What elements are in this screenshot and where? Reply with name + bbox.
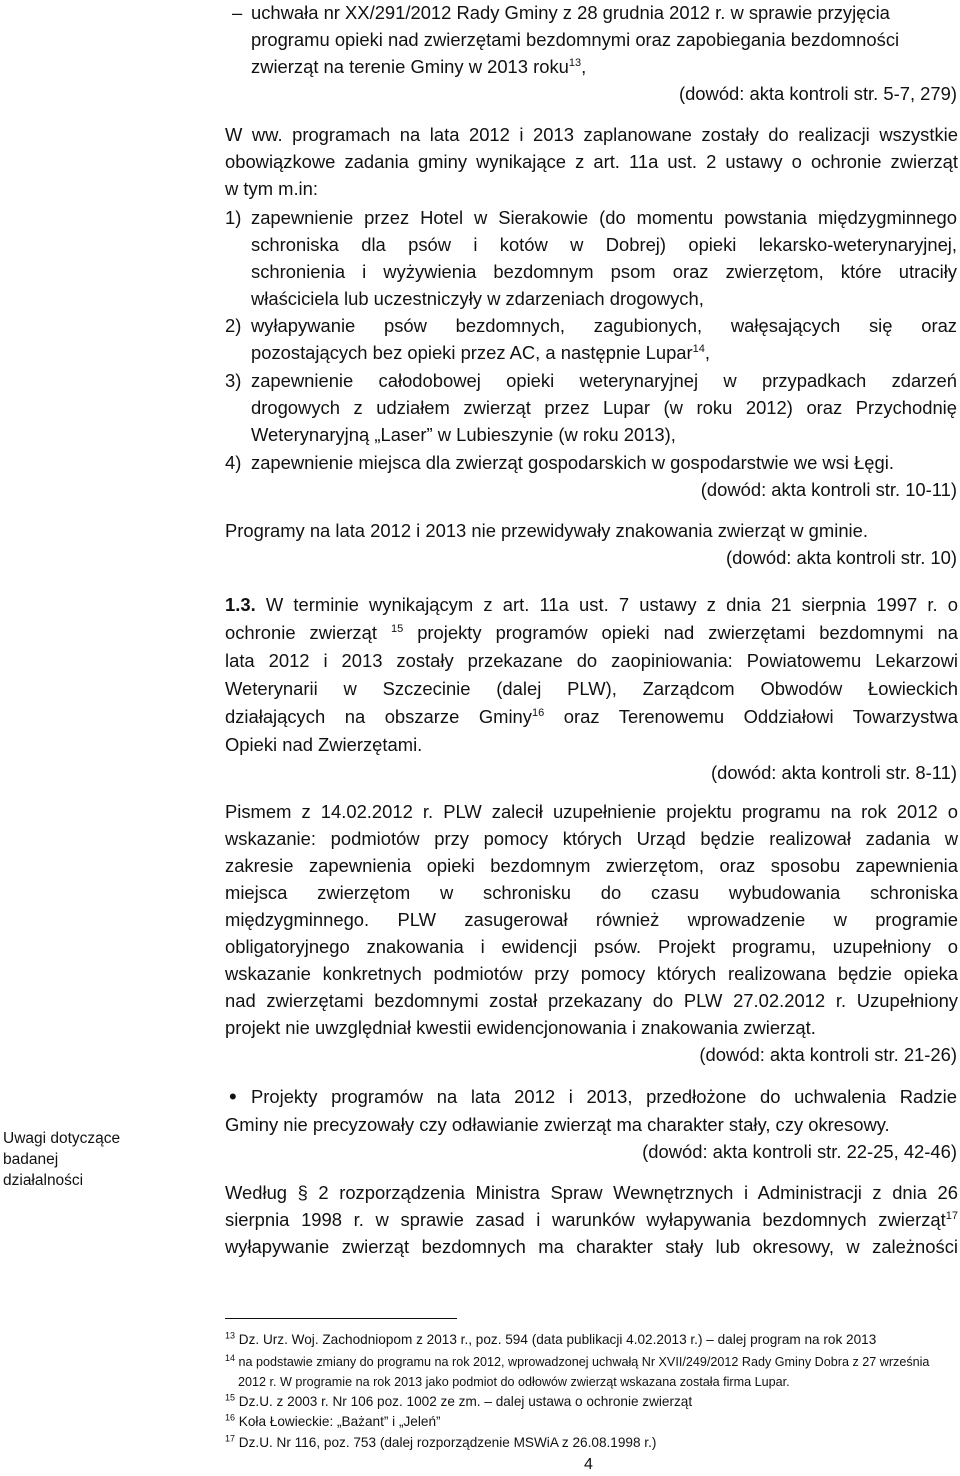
- section-13-line-1: 1.3. W terminie wynikającym z art. 11a ust. 7 ustawy z dnia 21 sierpnia 1997 r. o: [225, 594, 958, 615]
- task-1-line-2: schroniska dla psów i kotów w Dobrej) opieki lekarsko-weterynaryjnej,: [251, 234, 957, 255]
- intro-line-3: zwierząt na terenie Gminy w 2013 roku$^{13}$,: [251, 56, 587, 77]
- regulation-line-2: sierpnia 1998 r. w sprawie zasad i warunków wyłapywania bezdomnych zwierząt$^{17}$: [225, 1209, 958, 1230]
- task-3-number: 3): [225, 370, 242, 391]
- section-13-line-4: Weterynarii w Szczecinie (dalej PLW), Zarządcom Obwodów Łowieckich: [225, 678, 958, 699]
- task-3-line-3: Weterynaryjną „Laser” w Lubieszynie (w roku 2013),: [251, 424, 676, 445]
- letter-line-6: obligatoryjnego znakowania i ewidencji psów. Projekt programu, uzupełniony o: [225, 936, 958, 957]
- evidence-10-11: (dowód: akta kontroli str. 10-11): [700, 479, 957, 500]
- letter-line-8: nad zwierzętami bezdomnymi został przekazany do PLW 27.02.2012 r. Uzupełniony: [225, 990, 958, 1011]
- side-note-line-1: Uwagi dotyczące: [3, 1130, 121, 1147]
- evidence-22-25: (dowód: akta kontroli str. 22-25, 42-46): [642, 1141, 957, 1162]
- footnote-ref-13: 13: [568, 56, 582, 69]
- footnote-14: $^{14}$ na podstawie zmiany do programu na rok 2012, wprowadzonej uchwałą Nr XVII/249/2012 Rady Gminy Dobra z 27 września: [225, 1352, 930, 1369]
- side-note-line-3: działalności: [3, 1172, 84, 1189]
- remark-line-2: Gminy nie precyzowały czy odławianie zwierząt ma charakter stały, czy okresowy.: [225, 1114, 890, 1135]
- task-2-number: 2): [225, 315, 242, 336]
- footnote-separator: [225, 1318, 457, 1319]
- programs-para-line-3: w tym m.in:: [225, 178, 318, 199]
- bullet-icon: •: [229, 1084, 237, 1109]
- section-number: 1.3.: [225, 594, 256, 615]
- evidence-10: (dowód: akta kontroli str. 10): [725, 547, 957, 568]
- programs-para-line-1: W ww. programach na lata 2012 i 2013 zaplanowane zostały do realizacji wszystkie: [225, 124, 958, 145]
- footnote-15: $^{15}$ Dz.U. z 2003 r. Nr 106 poz. 1002 ze zm. – dalej ustawa o ochronie zwierząt: [225, 1392, 693, 1409]
- intro-dash: –: [232, 2, 243, 23]
- section-13-line-2: ochronie zwierząt $^{15}$ projekty programów opieki nad zwierzętami bezdomnymi na: [225, 622, 958, 643]
- task-2-line-1: wyłapywanie psów bezdomnych, zagubionych, wałęsających się oraz: [251, 315, 957, 336]
- footnote-ref-17: 17: [945, 1209, 958, 1222]
- task-4-line-1: zapewnienie miejsca dla zwierząt gospodarskich w gospodarstwie we wsi Łęgi.: [251, 452, 894, 473]
- task-1-line-4: właściciela lub uczestniczyły w zdarzeniach drogowych,: [251, 288, 704, 309]
- section-13-line-3: lata 2012 i 2013 zostały przekazane do zaopiniowania: Powiatowemu Lekarzowi: [225, 650, 958, 671]
- letter-line-9: projekt nie uwzględniał kwestii ewidencjonowania i znakowania zwierząt.: [225, 1017, 816, 1038]
- footnote-17: $^{17}$ Dz.U. Nr 116, poz. 753 (dalej rozporządzenie MSWiA z 26.08.1998 r.): [225, 1433, 657, 1450]
- task-1-number: 1): [225, 207, 242, 228]
- letter-line-5: międzygminnego. PLW zasugerował również wprowadzenie w programie: [225, 909, 958, 930]
- section-13-line-6: Opieki nad Zwierzętami.: [225, 734, 423, 755]
- letter-line-3: zakresie zapewnienia opieki bezdomnym zwierzętom, oraz sposobu zapewnienia: [225, 855, 958, 876]
- task-2-line-2: pozostających bez opieki przez AC, a następnie Lupar$^{14}$,: [251, 342, 711, 363]
- letter-line-4: miejsca zwierzętom w schronisku do czasu wybudowania schroniska: [225, 882, 958, 903]
- marking-para: Programy na lata 2012 i 2013 nie przewidywały znakowania zwierząt w gminie.: [225, 520, 868, 541]
- evidence-5-7: (dowód: akta kontroli str. 5-7, 279): [678, 83, 957, 104]
- evidence-21-26: (dowód: akta kontroli str. 21-26): [699, 1044, 957, 1065]
- task-4-number: 4): [225, 452, 242, 473]
- footnote-ref-16: 16: [532, 706, 545, 719]
- task-3-line-1: zapewnienie całodobowej opieki weterynaryjnej w przypadkach zdarzeń: [251, 370, 957, 391]
- evidence-8-11: (dowód: akta kontroli str. 8-11): [710, 762, 957, 783]
- regulation-line-3: wyłapywanie zwierząt bezdomnych ma charakter stały lub okresowy, w zależności: [225, 1236, 958, 1257]
- footnote-ref-15: 15: [390, 622, 404, 635]
- intro-line-2: programu opieki nad zwierzętami bezdomnymi oraz zapobiegania bezdomności: [251, 29, 900, 50]
- task-3-line-2: drogowych z udziałem zwierząt przez Lupar (w roku 2012) oraz Przychodnię: [251, 397, 957, 418]
- page-number: 4: [584, 1456, 593, 1473]
- side-note: [3, 1128, 120, 1191]
- task-1-line-3: schronienia i wyżywienia bezdomnym psom oraz zwierzętom, które utraciły: [251, 261, 957, 282]
- regulation-line-1: Według § 2 rozporządzenia Ministra Spraw Wewnętrznych i Administracji z dnia 26: [225, 1182, 958, 1203]
- footnote-14-continued: 2012 r. W programie na rok 2013 jako podmiot do odłowów zwierząt wskazana została firma Lupar.: [238, 1375, 790, 1389]
- section-13-line-5: działających na obszarze Gminy$^{16}$ oraz Terenowemu Oddziałowi Towarzystwa: [225, 706, 958, 727]
- letter-line-2: wskazanie: podmiotów przy pomocy których Urząd będzie realizował zadania w: [225, 828, 958, 849]
- letter-line-1: Pismem z 14.02.2012 r. PLW zalecił uzupełnienie projektu programu na rok 2012 o: [225, 801, 958, 822]
- footnote-ref-14: 14: [692, 342, 705, 355]
- task-1-line-1: zapewnienie przez Hotel w Sierakowie (do momentu powstania międzygminnego: [251, 207, 957, 228]
- footnote-16: $^{16}$ Koła Łowieckie: „Bażant” i „Jeleń”: [225, 1412, 441, 1429]
- side-note-line-2: badanej: [3, 1151, 59, 1168]
- letter-line-7: wskazanie konkretnych podmiotów przy pomocy których realizowana będzie opieka: [225, 963, 958, 984]
- remark-line-1: Projekty programów na lata 2012 i 2013, przedłożone do uchwalenia Radzie: [251, 1086, 957, 1107]
- intro-line-1: uchwała nr XX/291/2012 Rady Gminy z 28 grudnia 2012 r. w sprawie przyjęcia: [251, 2, 890, 23]
- footnote-13: $^{13}$ Dz. Urz. Woj. Zachodniopom z 2013 r., poz. 594 (data publikacji 4.02.2013 r.) – dalej program na rok 2013: [225, 1330, 877, 1347]
- programs-para-line-2: obowiązkowe zadania gminy wynikające z art. 11a ust. 2 ustawy o ochronie zwierząt: [225, 151, 958, 172]
